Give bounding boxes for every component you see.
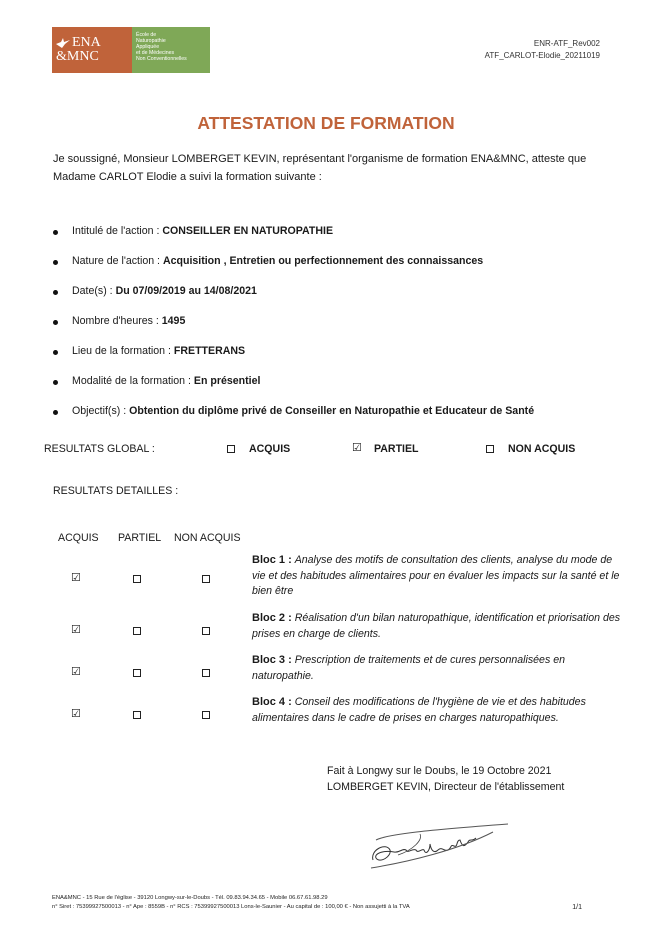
bloc-title: Bloc 1 :	[252, 554, 292, 566]
bird-icon	[56, 38, 70, 48]
bloc-text: Prescription de traitements et de cures personnalisées en naturopathie.	[252, 654, 565, 682]
bullet-dot	[53, 260, 58, 265]
detail-value: CONSEILLER EN NATUROPATHIE	[162, 225, 334, 237]
global-acquis-label: ACQUIS	[249, 443, 291, 455]
column-header-acquis: ACQUIS	[58, 532, 99, 544]
place-and-date: Fait à Longwy sur le Doubs, le 19 Octobre 2021	[327, 765, 552, 777]
global-partiel-checkbox[interactable]: ☑	[352, 442, 362, 454]
bullet-dot	[53, 290, 58, 295]
bullet-dot	[53, 320, 58, 325]
detail-label: Objectif(s) :	[72, 405, 130, 417]
bullet-dot	[53, 230, 58, 235]
bloc2-acquis-checkbox[interactable]: ☑	[71, 624, 81, 636]
detail-label: Intitulé de l'action :	[72, 225, 163, 237]
logo-tagline-line: et de Médecines	[136, 50, 175, 56]
detail-value: En présentiel	[193, 375, 261, 387]
document-reference	[485, 38, 600, 62]
detailed-results-label: RESULTATS DETAILLES :	[53, 485, 179, 497]
intro-paragraph: Je soussigné, Monsieur LOMBERGET KEVIN, représentant l'organisme de formation ENA&MNC, atteste que Madame CARLOT Elodie a suivi la formation suivante :	[53, 153, 587, 183]
bloc1-non-acquis-checkbox[interactable]	[202, 575, 210, 583]
company-logo	[52, 27, 210, 73]
logo-line-1: ENA	[72, 35, 101, 50]
detail-value: FRETTERANS	[173, 345, 246, 357]
page-title: ATTESTATION DE FORMATION	[197, 113, 455, 133]
column-header-partiel: PARTIEL	[118, 532, 162, 544]
bloc1-acquis-checkbox[interactable]: ☑	[71, 572, 81, 584]
bullet-dot	[53, 350, 58, 355]
logo-tagline-line: Appliquée	[136, 44, 160, 50]
bloc-text: Conseil des modifications de l'hygiène de vie et des habitudes alimentaires dans le cadre de prises en charges naturopathiques.	[252, 696, 586, 724]
global-non-acquis-checkbox[interactable]	[486, 445, 494, 453]
page-footer	[52, 894, 410, 912]
bloc4-non-acquis-checkbox[interactable]	[202, 711, 210, 719]
detail-value: 1495	[161, 315, 186, 327]
bloc2-partiel-checkbox[interactable]	[133, 627, 141, 635]
global-results-label: RESULTATS GLOBAL :	[44, 443, 155, 455]
bloc-2-description	[252, 611, 622, 642]
detail-value: Obtention du diplôme privé de Conseiller en Naturopathie et Educateur de Santé	[129, 405, 535, 417]
detail-value: Acquisition , Entretien ou perfectionnement des connaissances	[162, 255, 484, 267]
logo-line-2: &MNC	[56, 49, 99, 64]
bloc-title: Bloc 2 :	[252, 612, 292, 624]
signer-name: LOMBERGET KEVIN, Directeur de l'établissement	[327, 781, 565, 793]
logo-tagline-line: École de	[136, 32, 157, 38]
bloc3-non-acquis-checkbox[interactable]	[202, 669, 210, 677]
bloc2-non-acquis-checkbox[interactable]	[202, 627, 210, 635]
bullet-dot	[53, 380, 58, 385]
page-number: 1/1	[572, 904, 582, 911]
logo-tagline-line: Non Conventionnelles	[136, 56, 187, 62]
bloc-text: Analyse des motifs de consultation des clients, analyse du mode de vie et des habitudes alimentaires pour en évaluer les impacts sur la santé et le bien être	[252, 554, 620, 597]
bloc-4-description	[252, 695, 622, 726]
reference-code: ENR-ATF_Rev002	[533, 39, 600, 48]
global-non-acquis-label: NON ACQUIS	[508, 443, 576, 455]
signature-block	[327, 763, 564, 795]
bloc3-partiel-checkbox[interactable]	[133, 669, 141, 677]
bloc4-acquis-checkbox[interactable]: ☑	[71, 708, 81, 720]
bullet-dot	[53, 410, 58, 415]
reference-file: ATF_CARLOT-Elodie_20211019	[484, 51, 600, 60]
bloc1-partiel-checkbox[interactable]	[133, 575, 141, 583]
logo-wordmark	[52, 27, 132, 73]
detail-value: Du 07/09/2019 au 14/08/2021	[115, 285, 257, 297]
bloc-title: Bloc 3 :	[252, 654, 292, 666]
global-acquis-checkbox[interactable]	[227, 445, 235, 453]
bloc-1-description	[252, 553, 622, 600]
detail-label: Date(s) :	[72, 285, 116, 297]
bloc3-acquis-checkbox[interactable]: ☑	[71, 666, 81, 678]
global-partiel-label: PARTIEL	[374, 443, 419, 455]
bloc-text: Réalisation d'un bilan naturopathique, identification et priorisation des prises en charge de clients.	[252, 612, 621, 640]
handwritten-signature	[368, 820, 513, 875]
detail-label: Nature de l'action :	[72, 255, 163, 267]
column-header-non-acquis: NON ACQUIS	[174, 532, 241, 544]
footer-legal: n° Siret : 75399927500013 - n° Ape : 8559B - n° RCS : 75399927500013 Lons-le-Saunier - Au capital de : 100,00 € - Non assujetti à la TVA	[52, 904, 410, 910]
detail-label: Nombre d'heures :	[72, 315, 162, 327]
bloc4-partiel-checkbox[interactable]	[133, 711, 141, 719]
footer-address: ENA&MNC - 15 Rue de l'église - 39120 Longwy-sur-le-Doubs - Tél. 09.83.94.34.65 - Mobile 06.67.61.98.29	[52, 895, 328, 901]
logo-tagline-line: Naturopathie	[136, 38, 166, 44]
bloc-title: Bloc 4 :	[252, 696, 292, 708]
bloc-3-description	[252, 653, 622, 684]
logo-tagline	[132, 27, 210, 73]
detail-label: Lieu de la formation :	[72, 345, 174, 357]
detail-label: Modalité de la formation :	[72, 375, 194, 387]
